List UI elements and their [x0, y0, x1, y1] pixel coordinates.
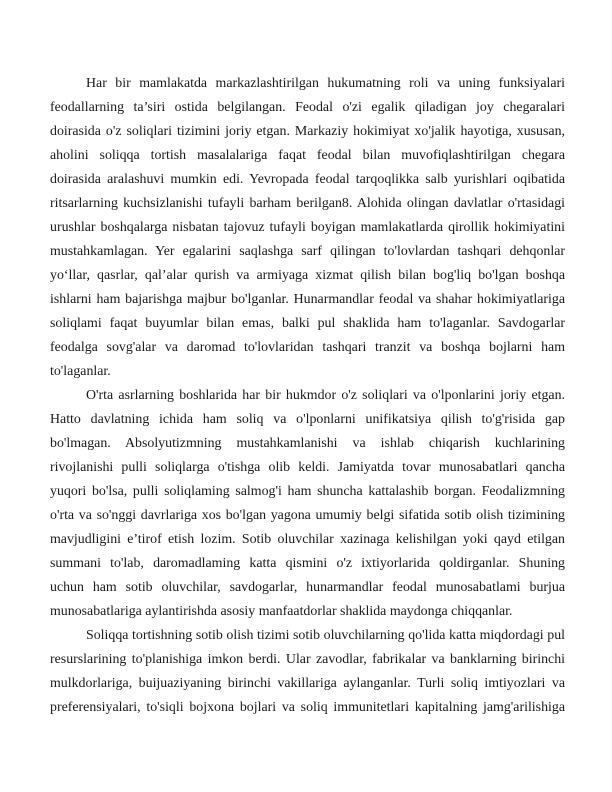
text-line: preferensiyalari, to'siqli bojxona bojlari va soliq immunitetlari kapitalning jamg'arilishiga	[50, 700, 565, 715]
text-line: to'laganlar.	[50, 364, 111, 379]
text-line: rivojlanishi pulli soliqlarga o'tishga olib keldi. Jamiyatda tovar munosabatlari qancha	[50, 460, 565, 475]
text-line: aholini soliqqa tortish masalalariga faqat feodal bilan muvofiqlashtirilgan chegara	[50, 148, 565, 163]
text-line: Hatto davlatning ichida ham soliq va o'lponlarni unifikatsiya qilish to'g'risida gap	[50, 412, 565, 427]
text-line: yuqori bo'lsa, pulli soliqlaming salmog'i ham shuncha kattalashib borgan. Feodalizmning	[50, 484, 565, 499]
text-line: feodalga sovg'alar va daromad to'lovlaridan tashqari tranzit va boshqa bojlarni ham	[50, 340, 565, 355]
text-line: mavjudligini e’tirof etish lozim. Sotib oluvchilar xazinaga kelishilgan yoki qayd etilgan	[50, 532, 565, 547]
text-line: resurslarining to'planishiga imkon berdi. Ular zavodlar, fabrikalar va banklarning birinchi	[50, 652, 565, 667]
text-line: Har bir mamlakatda markazlashtirilgan hukumatning roli va uning funksiyalari	[86, 76, 565, 91]
text-line: Soliqqa tortishning sotib olish tizimi sotib oluvchilarning qo'lida katta miqdordagi pul	[86, 628, 565, 643]
text-line: o'rta va so'nggi davrlariga xos bo'lgan yagona umumiy belgi sifatida sotib olish tizimining	[50, 508, 565, 523]
text-line: summani to'lab, daromadlaming katta qismini o'z ixtiyorlarida qoldirganlar. Shuning	[50, 556, 565, 571]
text-line: bo'lmagan. Absolyutizmning mustahkamlanishi va ishlab chiqarish kuchlarining	[50, 436, 565, 451]
text-line: soliqlami faqat buyumlar bilan emas, balki pul shaklida ham to'laganlar. Savdogarlar	[50, 316, 565, 331]
text-line: ishlarni ham bajarishga majbur bo'lganlar. Hunarmandlar feodal va shahar hokimiyatlariga	[50, 292, 565, 307]
text-line: feodallarning ta’siri ostida belgilangan. Feodal o'zi egalik qiladigan joy chegaralari	[50, 100, 565, 115]
paragraph-2	[50, 384, 565, 624]
text-line: munosabatlariga aylantirishda asosiy manfaatdorlar shaklida maydonga chiqqanlar.	[50, 604, 513, 619]
text-line: doirasida aralashuvi mumkin edi. Yevropada feodal tarqoqlikka salb yurishlari oqibatida	[50, 172, 565, 187]
text-line: mulkdorlariga, buijuaziyaning birinchi vakillariga aylanganlar. Turli soliq imtiyozlari va	[50, 676, 565, 691]
paragraph-3	[50, 624, 565, 720]
text-line: mustahkamlagan. Yer egalarini saqlashga sarf qilingan to'lovlardan tashqari dehqonlar	[50, 244, 565, 259]
text-line: uchun ham sotib oluvchilar, savdogarlar, hunarmandlar feodal munosabatlami burjua	[50, 580, 565, 595]
text-line: ritsarlarning kuchsizlanishi tufayli barham berilgan8. Alohida olingan davlatlar o'rtasidagi	[50, 196, 565, 211]
text-line: doirasida o'z soliqlari tizimini joriy etgan. Markaziy hokimiyat xo'jalik hayotiga, xususan,	[50, 124, 565, 139]
text-line: O'rta asrlarning boshlarida har bir hukmdor o'z soliqlari va o'lponlarini joriy etgan.	[86, 388, 565, 403]
text-line: urushlar boshqalarga nisbatan tajovuz tufayli boyigan mamlakatlarda qirollik hokimiyatini	[50, 220, 565, 235]
text-block	[50, 72, 565, 720]
text-line: yoʻllar, qasrlar, qal’alar qurish va armiyaga xizmat qilish bilan bog'liq bo'lgan boshqa	[50, 268, 565, 283]
paragraph-1	[50, 72, 565, 384]
